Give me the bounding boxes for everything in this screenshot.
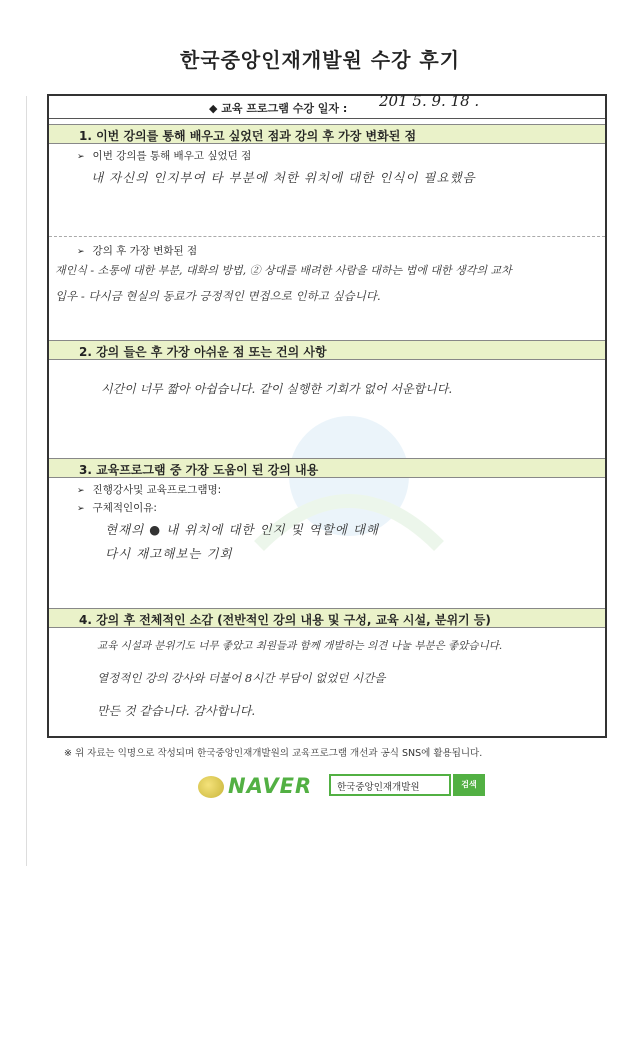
section1-sub1-label: 이번 강의를 통해 배우고 싶었던 점 [92, 150, 252, 162]
divider [49, 236, 605, 237]
section3-sub2-label: 구체적인이유: [92, 502, 157, 514]
section1-sub2 [77, 243, 197, 258]
section4-answer-line3: 만든 것 같습니다. 감사합니다. [97, 704, 256, 718]
section1-sub2-line1: 재인식 - 소통에 대한 부분, 대화의 방법, ② 상대를 배려한 사람을 대하는 법에 대한 생각의 교차 [55, 264, 512, 277]
section4-heading: 4. 강의 후 전체적인 소감 (전반적인 강의 내용 및 구성, 교육 시설, 분위기 등) [49, 608, 605, 628]
scan-edge-line [26, 96, 27, 866]
section3-answer-line1: 현재의 ● 내 위치에 대한 인지 및 역할에 대해 [105, 522, 379, 537]
section1-sub2-label: 강의 후 가장 변화된 점 [92, 245, 198, 257]
section3-answer-line2: 다시 재고해보는 기회 [105, 546, 233, 561]
section1-heading: 1. 이번 강의를 통해 배우고 싶었던 점과 강의 후 가장 변화된 점 [49, 124, 605, 144]
section4-answer-line2: 열정적인 강의 강사와 더불어 8시간 부담이 없었던 시간을 [97, 671, 386, 685]
section1-sub1-answer: 내 자신의 인지부여 타 부분에 처한 위치에 대한 인식이 필요했음 [91, 170, 476, 185]
section3-sub1 [77, 482, 221, 497]
section4-answer-line1: 교육 시설과 분위기도 너무 좋았고 최원들과 함께 개발하는 의견 나눌 부분은 좋았습니다. [97, 640, 503, 652]
date-row [49, 92, 605, 119]
arrow-icon: ➢ [77, 152, 85, 162]
section3-sub2 [77, 500, 157, 515]
section2-heading: 2. 강의 들은 후 가장 아쉬운 점 또는 건의 사항 [49, 340, 605, 360]
naver-logo: NAVER [228, 774, 313, 798]
arrow-icon: ➢ [77, 504, 85, 514]
naver-search-input[interactable]: 한국중앙인재개발원 [329, 774, 451, 796]
page-title: 한국중앙인재개발원 수강 후기 [179, 48, 461, 72]
section1-sub2-line2: 입우 - 다시금 현실의 동료가 긍정적인 면접으로 인하고 싶습니다. [55, 289, 381, 303]
section3-sub1-label: 진행강사및 교육프로그램명: [92, 484, 222, 496]
section2-answer: 시간이 너무 짧아 아쉽습니다. 같이 실행한 기회가 없어 서운합니다. [101, 382, 453, 396]
section3-heading: 3. 교육프로그램 중 가장 도움이 된 강의 내용 [49, 458, 605, 478]
naver-search-button[interactable]: 검색 [453, 774, 485, 796]
naver-mascot-icon [198, 776, 224, 798]
date-label: ◆ 교육 프로그램 수강 일자 : [209, 102, 348, 115]
section1-sub1 [77, 148, 251, 163]
footer-note: ※ 위 자료는 익명으로 작성되며 한국중앙인재개발원의 교육프로그램 개선과 공식 SNS에 활용됩니다. [64, 748, 483, 759]
arrow-icon: ➢ [77, 486, 85, 496]
date-value: 201 5. 9. 18 . [379, 92, 480, 110]
naver-search-banner [198, 774, 488, 800]
arrow-icon: ➢ [77, 247, 85, 257]
review-form [47, 94, 607, 738]
